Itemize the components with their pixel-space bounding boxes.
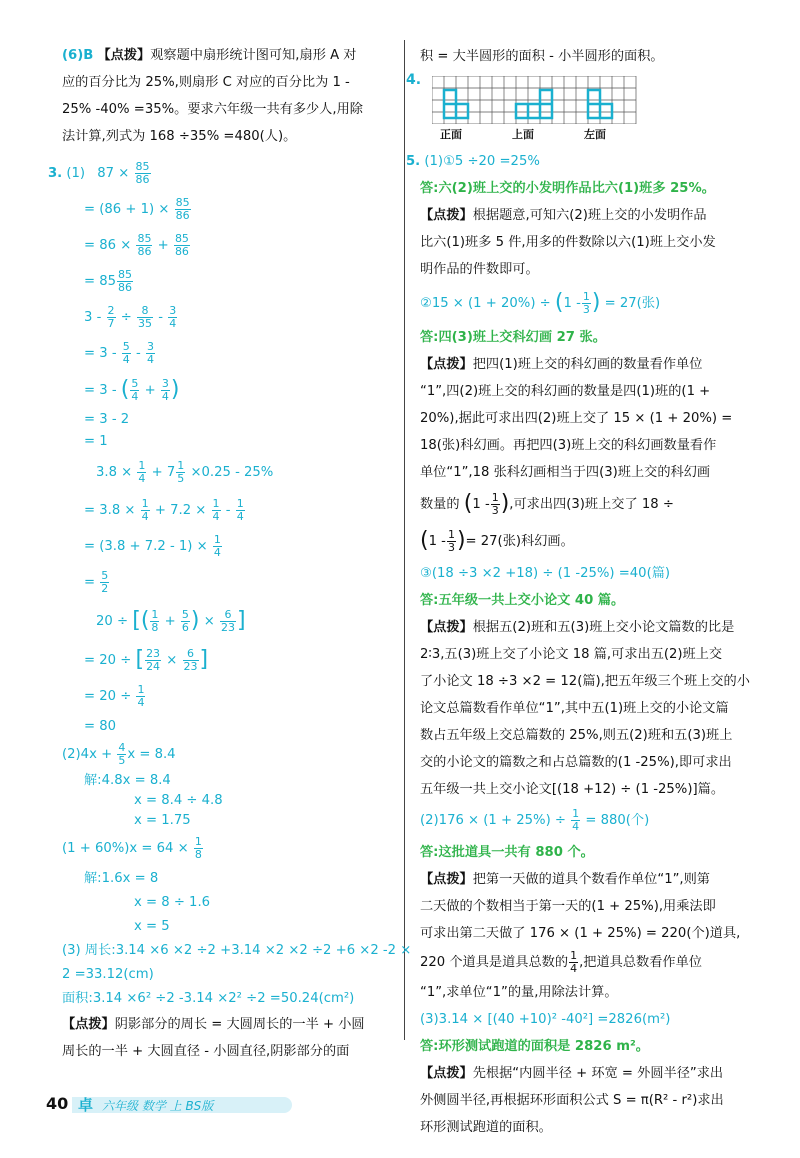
q5-tip-5	[420, 1060, 752, 1087]
q5-tip-2	[420, 351, 752, 378]
q3-expr-1	[48, 156, 388, 192]
q3-part2	[62, 739, 388, 771]
q6-tip-label: 【点拨】	[97, 48, 151, 63]
num: 1	[570, 948, 578, 962]
tip-label: 【点拨】	[420, 872, 473, 887]
num: 1	[137, 682, 145, 696]
solve-2c: x = 5	[134, 919, 170, 934]
den: 2	[101, 581, 109, 595]
fraction	[175, 197, 191, 222]
q5-answer-4: 答:这批道具一共有 880 个。	[420, 845, 594, 860]
bracket: [	[132, 608, 141, 633]
num: 6	[183, 648, 199, 661]
q6-line-4: 法计算,列式为 168 ÷35% =480(人)。	[62, 129, 297, 144]
expr: + 7	[151, 465, 176, 480]
paren: )	[456, 528, 466, 553]
q3-expr-9: = 1	[84, 434, 108, 449]
num: 85	[175, 195, 190, 209]
top-view-shape	[516, 90, 552, 118]
q5-line-20: 论文总篇数看作单位“1”,其中五(1)班上交的小论文篇	[420, 701, 729, 716]
solve-1b: x = 8.4 ÷ 4.8	[134, 793, 223, 808]
q3-sub: (1)	[66, 166, 86, 181]
q5-line-35: 环形测试跑道的面积。	[420, 1120, 552, 1135]
expr: 3.8 ×	[96, 465, 133, 480]
tip-label: 【点拨】	[420, 357, 473, 372]
q5-line-23: 五年级一共上交小论文[(18 +12) ÷ (1 -25%)]篇。	[420, 782, 725, 797]
tip-text: 根据五(2)班和五(3)班上交小论文篇数的比是	[472, 620, 735, 635]
num: 2	[107, 303, 115, 317]
expr: =	[84, 575, 96, 590]
num: 1	[194, 834, 202, 848]
q6-number: (6)B	[62, 48, 94, 63]
num: 1	[447, 527, 455, 541]
q3-part2b	[62, 831, 388, 867]
q5-line-31: (3)3.14 × [(40 +10)² -40²] =2826(m²)	[420, 1012, 671, 1027]
page-footer	[46, 1094, 276, 1116]
fraction	[122, 341, 131, 366]
expr: = 3 -	[84, 346, 117, 361]
brand-logo: 卓	[78, 1096, 94, 1114]
num: 1	[138, 458, 146, 472]
fraction	[145, 648, 161, 673]
den: 4	[236, 509, 244, 523]
paren: (	[120, 377, 130, 402]
den: 4	[572, 819, 580, 833]
q5-tip-3	[420, 614, 752, 641]
expr: = 85	[84, 274, 117, 289]
tip-text: 根据题意,可知六(2)班上交的小发明作品	[472, 208, 707, 223]
q5-line-22: 交的小论文的篇数之和占总篇数的(1 -25%),即可求出	[420, 755, 732, 770]
tip-text: 阴影部分的周长 = 大圆周长的一半 + 小圆	[114, 1017, 365, 1032]
expr: = 880(个)	[585, 813, 650, 828]
q5-line-29	[420, 947, 752, 979]
tip-label: 【点拨】	[420, 1066, 473, 1081]
paren: )	[591, 290, 601, 315]
fraction	[582, 291, 591, 316]
expr: 3 -	[84, 310, 102, 325]
expr: -	[158, 310, 163, 325]
q5-line-12: 单位“1”,18 张科幻画相当于四(3)班上交的科幻画	[420, 465, 711, 480]
expr: 1 -	[472, 497, 490, 512]
expr: x = 8.4	[127, 747, 176, 762]
num: 85	[174, 231, 189, 245]
solve-2b: x = 8 ÷ 1.6	[134, 895, 211, 910]
den: 3	[447, 540, 455, 554]
num: 3	[146, 339, 154, 353]
expr: = 86 ×	[84, 238, 132, 253]
fraction	[107, 305, 116, 330]
fraction	[174, 233, 190, 258]
den: 86	[174, 244, 189, 258]
text: ,把道具总数看作单位	[579, 955, 702, 970]
q4-number: 4.	[406, 72, 422, 88]
fraction	[168, 305, 177, 330]
q5-tip-4	[420, 866, 752, 893]
num: 5	[101, 568, 109, 582]
expr: +	[144, 383, 156, 398]
num: 1	[572, 806, 580, 820]
paren: (	[463, 491, 473, 516]
expr: 1 -	[428, 534, 446, 549]
den: 86	[135, 172, 150, 186]
q5-answer-3: 答:五年级一共上交小论文 40 篇。	[420, 593, 625, 608]
fraction	[491, 492, 500, 517]
q3-expr-16	[62, 679, 388, 715]
num: 3	[161, 376, 169, 390]
q5-line-28: 可求出第二天做了 176 × (1 + 25%) = 220(个)道具,	[420, 926, 741, 941]
den: 3	[491, 503, 499, 517]
den: 3	[582, 302, 590, 316]
left-column	[48, 42, 412, 1065]
q3-number: 3.	[48, 166, 63, 181]
q3-expr-7	[62, 372, 388, 409]
fraction	[236, 498, 245, 523]
q3-expr-13	[62, 565, 388, 601]
q5-answer-5: 答:环形测试跑道的面积是 2826 m²。	[420, 1039, 649, 1054]
column-divider	[404, 40, 405, 1040]
fraction	[447, 529, 456, 554]
expr: = 27(张)	[604, 296, 661, 311]
den: 8	[151, 620, 159, 634]
expr: ②15 × (1 + 20%) ÷	[420, 296, 551, 311]
num: 3	[169, 303, 177, 317]
q3-expr-2	[62, 192, 388, 228]
expr: = (3.8 + 7.2 - 1) ×	[84, 539, 208, 554]
q5-line-19: 了小论文 18 ÷3 ×2 = 12(篇),把五年级三个班上交的小	[420, 674, 750, 689]
right-column	[406, 42, 752, 1141]
den: 5	[118, 753, 126, 767]
num: 1	[213, 532, 221, 546]
expr: = 3 -	[84, 383, 117, 398]
num: 85	[137, 231, 152, 245]
q3-expr-5	[62, 300, 388, 336]
q5-line-4: 比六(1)班多 5 件,用多的件数除以六(1)班上交小发	[420, 235, 716, 250]
q5-answer-1: 答:六(2)班上交的小发明作品比六(1)班多 25%。	[420, 181, 715, 196]
num: 1	[236, 496, 244, 510]
fraction	[161, 378, 170, 403]
fraction	[130, 378, 139, 403]
den: 4	[122, 352, 130, 366]
q5-line-21: 数占五年级上交总篇数的 25%,则五(2)班和五(3)班上	[420, 728, 733, 743]
q5-tip-1	[420, 202, 752, 229]
fraction	[194, 836, 203, 861]
bracket: ]	[236, 608, 246, 633]
tip-text: 先根据“内圆半径 + 环宽 = 外圆半径”求出	[472, 1066, 724, 1081]
expr: (2)4x +	[62, 747, 113, 762]
q5-line-34: 外侧圆半径,再根据环形面积公式 S = π(R² - r²)求出	[420, 1093, 724, 1108]
q3-expr-10	[62, 453, 388, 493]
q5-line-13	[420, 486, 752, 523]
fraction	[100, 570, 109, 595]
q3-expr-14	[62, 601, 388, 642]
q3-part3-b: 2 =33.12(cm)	[62, 967, 154, 982]
top-view-label: 上面	[512, 128, 534, 141]
expr: ÷	[120, 310, 132, 325]
q5-line-6	[420, 283, 752, 324]
expr: + 7.2 ×	[154, 503, 207, 518]
front-view-label: 正面	[440, 128, 462, 141]
fraction	[146, 341, 155, 366]
q6-line-3: 25% -40% =35%。要求六年级一共有多少人,用除	[62, 102, 363, 117]
paren: (	[420, 528, 429, 553]
text: ,可求出四(3)班上交了 18 ÷	[509, 497, 674, 512]
num: 1	[491, 490, 499, 504]
text: 220 个道具是道具总数的	[420, 955, 569, 970]
q3-expr-12	[62, 529, 388, 565]
solve-2a: 解:1.6x = 8	[84, 871, 159, 886]
fraction	[176, 460, 185, 485]
expr: ×0.25 - 25%	[190, 465, 274, 480]
q3-expr-11	[62, 493, 388, 529]
r-line-0: 积 = 大半圆形的面积 - 小半圆形的面积。	[420, 49, 664, 64]
den: 4	[131, 389, 139, 403]
q5-line-9: “1”,四(2)班上交的科幻画的数量是四(1)班的(1 +	[420, 384, 711, 399]
fraction	[141, 498, 150, 523]
expr: = (86 + 1) ×	[84, 202, 170, 217]
front-view-shape	[444, 90, 468, 118]
num: 1	[177, 458, 185, 472]
q5-line-11: 18(张)科幻画。再把四(3)班上交的科幻画数量看作	[420, 438, 717, 453]
q5-line-15: ③(18 ÷3 ×2 +18) ÷ (1 -25%) =40(篇)	[420, 566, 671, 581]
den: 86	[118, 280, 133, 294]
fraction	[117, 269, 133, 294]
fraction	[136, 684, 145, 709]
tip-label: 【点拨】	[420, 208, 473, 223]
q5-answer-2: 答:四(3)班上交科幻画 27 张。	[420, 330, 606, 345]
three-view-figure	[406, 72, 752, 142]
num: 85	[135, 159, 150, 173]
q6-line-2: 应的百分比为 25%,则扇形 C 对应的百分比为 1 -	[62, 75, 350, 90]
expr: -	[225, 503, 231, 518]
expr: ×	[203, 614, 215, 629]
q5-line-14	[420, 523, 752, 560]
den: 5	[177, 471, 185, 485]
text: 数量的	[420, 497, 460, 512]
fraction	[135, 161, 151, 186]
paren: )	[190, 608, 200, 633]
q3-tip-line-1	[62, 1011, 388, 1038]
den: 4	[161, 389, 169, 403]
q5-line-18: 2∶3,五(3)班上交了小论文 18 篇,可求出五(2)班上交	[420, 647, 723, 662]
den: 35	[138, 316, 153, 330]
expr: = 20 ÷	[84, 689, 132, 704]
q5-line-24	[420, 803, 752, 839]
expr: = 3.8 ×	[84, 503, 136, 518]
tip-text: 把四(1)班上交的科幻画的数量看作单位	[472, 357, 703, 372]
fraction	[571, 808, 580, 833]
num: 1	[151, 607, 159, 621]
q3-expr-4	[62, 264, 388, 300]
den: 86	[137, 244, 152, 258]
tip-label: 【点拨】	[420, 620, 473, 635]
q5-line-1	[406, 148, 752, 175]
q3-tip-label: 【点拨】	[62, 1017, 115, 1032]
den: 4	[137, 695, 145, 709]
q3-part3-c: 面积:3.14 ×6² ÷2 -3.14 ×2² ÷2 =50.24(cm²)	[62, 991, 355, 1006]
den: 4	[146, 352, 154, 366]
fraction	[137, 305, 153, 330]
q3-expr-17: = 80	[84, 719, 117, 734]
expr: ×	[166, 653, 178, 668]
den: 8	[194, 847, 202, 861]
paren: )	[170, 377, 180, 402]
expr: +	[164, 614, 176, 629]
q3-expr-3	[62, 228, 388, 264]
den: 4	[570, 961, 578, 975]
num: 1	[582, 289, 590, 303]
den: 4	[169, 316, 177, 330]
num: 6	[220, 609, 236, 622]
expr: 1 -	[563, 296, 581, 311]
num: 23	[146, 646, 161, 660]
num: 5	[181, 607, 189, 621]
q3-expr-6	[62, 336, 388, 372]
text: = 27(张)科幻画。	[465, 534, 574, 549]
bracket: [	[135, 647, 145, 672]
expr: (1 + 60%)x = 64 ×	[62, 841, 189, 856]
q3-tip-line-2: 周长的一半 + 大圆直径 - 小圆直径,阴影部分的面	[62, 1044, 350, 1059]
den: 4	[213, 545, 221, 559]
q6-line-1	[62, 42, 388, 69]
den: 7	[107, 316, 115, 330]
den: 24	[146, 659, 161, 673]
view-grid	[432, 76, 644, 124]
page-number: 40	[46, 1094, 69, 1113]
den: 4	[141, 509, 149, 523]
expr: +	[157, 238, 169, 253]
num: 1	[141, 496, 149, 510]
fraction	[183, 648, 199, 673]
solve-1a: 解:4.8x = 8.4	[84, 773, 171, 788]
q5-line-5: 明作品的件数即可。	[420, 262, 539, 277]
tip-text: 把第一天做的道具个数看作单位“1”,则第	[472, 872, 710, 887]
expr: (1)①5 ÷20 =25%	[424, 154, 540, 169]
num: 5	[122, 339, 130, 353]
num: 8	[137, 305, 153, 318]
book-title: 六年级 数学 上 BS版	[102, 1099, 214, 1113]
q5-line-30: “1”,求单位“1”的量,用除法计算。	[420, 985, 618, 1000]
fraction	[212, 498, 221, 523]
q3-expr-15	[62, 642, 388, 679]
fraction	[569, 950, 578, 975]
fraction	[150, 609, 159, 634]
solve-1c: x = 1.75	[134, 813, 191, 828]
fraction	[137, 460, 146, 485]
paren: )	[500, 491, 510, 516]
den: 4	[138, 471, 146, 485]
fraction	[181, 609, 190, 634]
fraction	[220, 609, 236, 634]
q5-number: 5.	[406, 154, 421, 169]
expr: 20 ÷	[96, 614, 129, 629]
left-view-shape	[588, 90, 612, 118]
q3-part3-a: (3) 周长:3.14 ×6 ×2 ÷2 +3.14 ×2 ×2 ÷2 +6 ×2 -2 ×	[62, 943, 412, 958]
den: 86	[175, 208, 190, 222]
q3-expr-8: = 3 - 2	[84, 412, 130, 427]
q5-line-10: 20%),据此可求出四(2)班上交了 15 × (1 + 20%) =	[420, 411, 733, 426]
num: 85	[118, 267, 133, 281]
den: 6	[181, 620, 189, 634]
expr: 87 ×	[97, 166, 130, 181]
expr: -	[136, 346, 141, 361]
den: 4	[212, 509, 220, 523]
den: 23	[183, 659, 198, 673]
num: 1	[212, 496, 220, 510]
bracket: ]	[199, 647, 209, 672]
q6-text: 观察题中扇形统计图可知,扇形 A 对	[150, 48, 357, 63]
paren: (	[554, 290, 564, 315]
paren: (	[140, 608, 150, 633]
q5-line-27: 二天做的个数相当于第一天的(1 + 25%),用乘法即	[420, 899, 716, 914]
num: 4	[118, 740, 126, 754]
num: 5	[131, 376, 139, 390]
den: 23	[220, 620, 235, 634]
expr: = 20 ÷	[84, 653, 132, 668]
fraction	[136, 233, 152, 258]
left-view-label: 左面	[584, 128, 606, 141]
fraction	[117, 742, 126, 767]
expr: (2)176 × (1 + 25%) ÷	[420, 813, 566, 828]
fraction	[213, 534, 222, 559]
